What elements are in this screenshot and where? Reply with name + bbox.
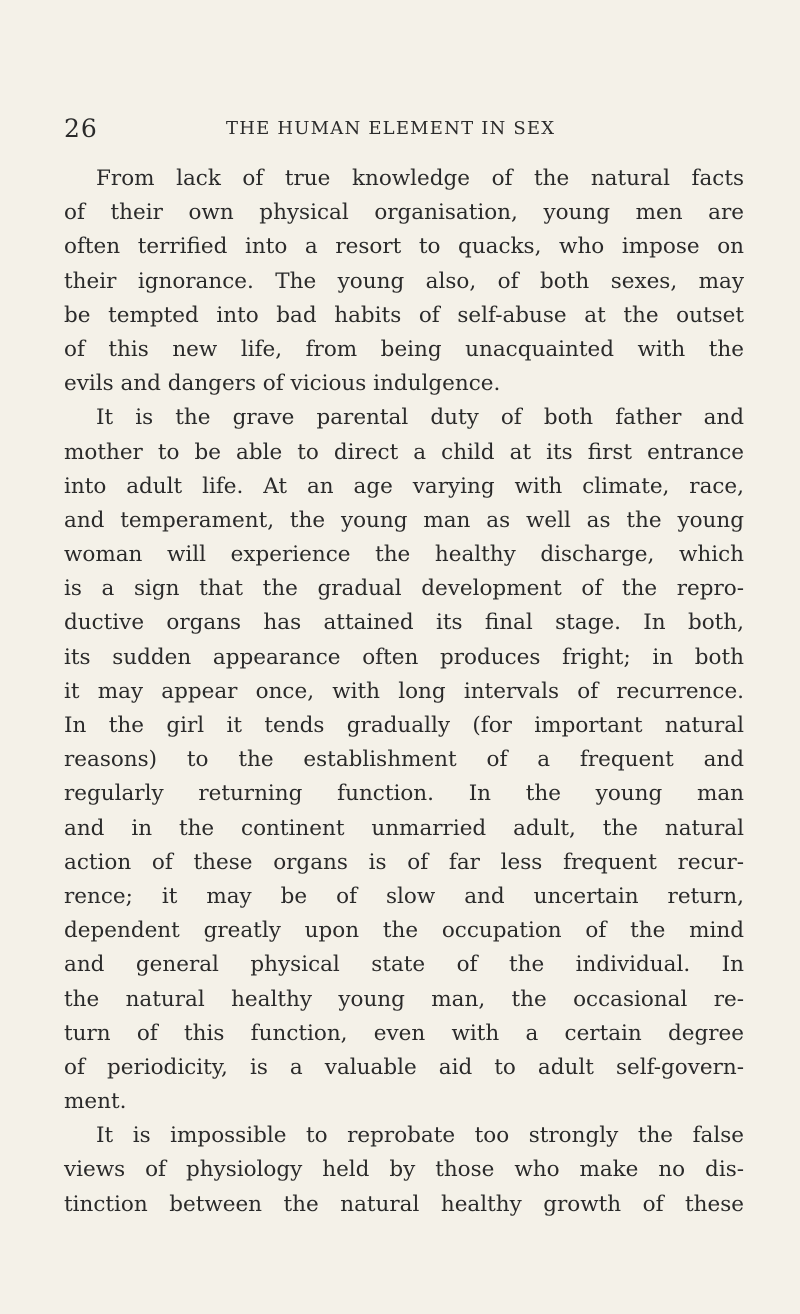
text-line: its sudden appearance often produces fright; in both [64,644,744,670]
text-line: of their own physical organisation, young men are [64,200,744,226]
text-line: the natural healthy young man, the occasional re- [64,986,744,1012]
body-text [64,162,744,1222]
text-line: From lack of true knowledge of the natural facts [96,166,744,191]
page-number: 26 [64,114,98,143]
text-line: be tempted into bad habits of self-abuse at the outset [64,302,744,328]
text-line: It is the grave parental duty of both father and [96,405,744,431]
text-line: ment. [64,1089,127,1115]
text-line: It is impossible to reprobate too strongly the false [96,1123,744,1149]
text-line: their ignorance. The young also, of both sexes, may [64,268,744,294]
text-line: woman will experience the healthy discharge, which [64,542,744,568]
text-line: action of these organs is of far less frequent recur- [64,849,744,875]
text-line: and temperament, the young man as well as the young [64,507,744,533]
text-line: often terrified into a resort to quacks, who impose on [64,234,744,260]
text-line: In the girl it tends gradually (for important natural [64,713,744,738]
text-line: into adult life. At an age varying with climate, race, [64,473,744,499]
text-line: of this new life, from being unacquainted with the [64,336,744,362]
text-line: and in the continent unmarried adult, the natural [64,815,744,841]
text-line: dependent greatly upon the occupation of the mind [64,918,744,944]
text-line: evils and dangers of vicious indulgence. [64,371,501,397]
text-line: turn of this function, even with a certain degree [64,1020,744,1046]
text-line: rence; it may be of slow and uncertain return, [64,883,744,909]
text-line: ductive organs has attained its final stage. In both, [64,610,744,636]
running-title: THE HUMAN ELEMENT IN SEX [226,118,556,139]
text-line: it may appear once, with long intervals of recurrence. [64,678,744,704]
text-line: is a sign that the gradual development of the repro- [64,576,744,602]
text-line: reasons) to the establishment of a frequent and [64,747,744,773]
text-line: and general physical state of the individual. In [64,952,744,978]
running-head [64,114,744,144]
text-line: tinction between the natural healthy growth of these [64,1191,744,1217]
text-line: mother to be able to direct a child at its first entrance [64,439,744,465]
text-line: views of physiology held by those who make no dis- [64,1157,744,1183]
text-line: of periodicity, is a valuable aid to adult self-govern- [64,1054,744,1080]
text-line: regularly returning function. In the young man [64,781,744,807]
